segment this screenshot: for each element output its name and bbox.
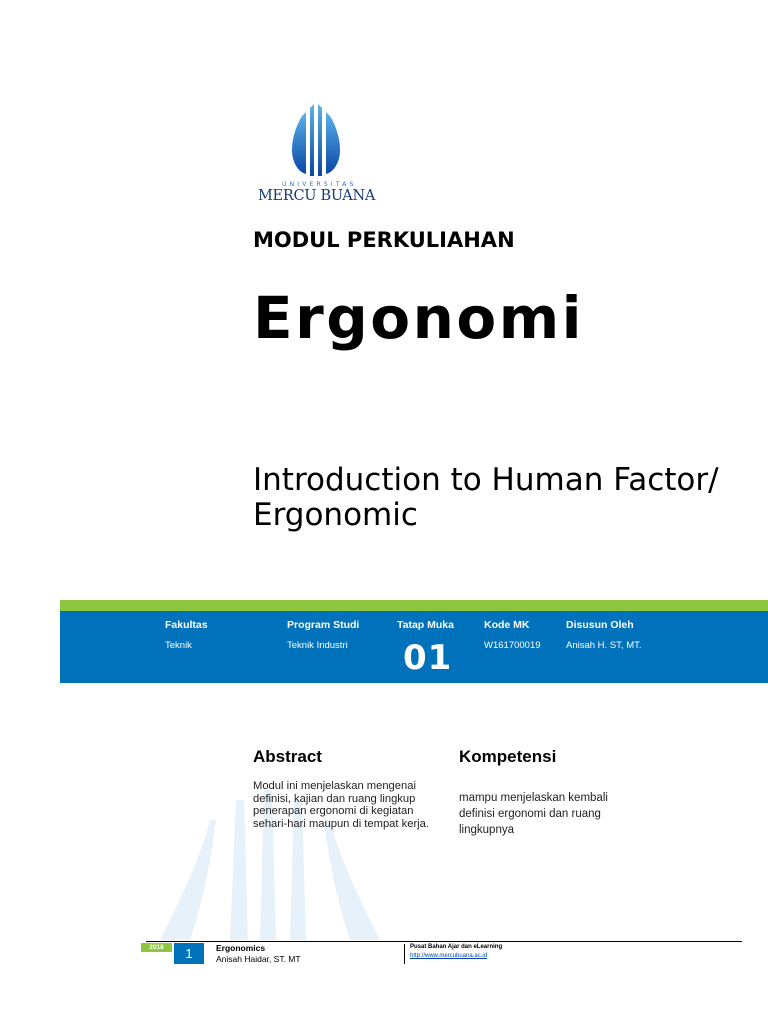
kompetensi-text: mampu menjelaskan kembali definisi ergonomi dan ruang lingkupnya xyxy=(459,792,608,836)
prodi-label: Program Studi xyxy=(287,619,360,631)
footer-year: 2018 xyxy=(141,943,172,952)
band-green-stripe xyxy=(60,600,768,611)
disusun-oleh-value: Anisah H. ST, MT. xyxy=(566,640,642,651)
footer-course: Ergonomics xyxy=(216,943,266,953)
abstract-text: Modul ini menjelaskan mengenai definisi, kajian dan ruang lingkup penerapan ergonomi di kegiatan sehari-hari maupun di tempat kerja. xyxy=(253,780,429,830)
page-title: Ergonomi xyxy=(253,284,585,352)
fakultas-value: Teknik xyxy=(165,640,192,651)
footer-author: Anisah Haidar, ST. MT xyxy=(216,954,301,964)
footer-url-link[interactable]: http://www.mercubuana.ac.id xyxy=(410,953,488,959)
kode-mk-label: Kode MK xyxy=(484,619,530,631)
tatap-muka-value: 01 xyxy=(403,638,453,678)
document-type: MODUL PERKULIAHAN xyxy=(253,228,515,252)
footer-rule xyxy=(146,941,742,942)
footer-page-number: 1 xyxy=(174,943,204,964)
fakultas-label: Fakultas xyxy=(165,619,208,631)
disusun-oleh-label: Disusun Oleh xyxy=(566,619,634,631)
prodi-value: Teknik Industri xyxy=(287,640,348,651)
kompetensi-heading: Kompetensi xyxy=(459,747,557,766)
abstract-heading: Abstract xyxy=(253,747,322,766)
footer-organization: Pusat Bahan Ajar dan eLearning xyxy=(410,944,503,950)
footer-separator xyxy=(404,944,405,964)
tatap-muka-label: Tatap Muka xyxy=(397,619,454,631)
logo-tagline: UNIVERSITAS xyxy=(282,181,357,188)
kode-mk-value: W161700019 xyxy=(484,640,541,651)
page-subtitle: Introduction to Human Factor/ Ergonomic xyxy=(253,462,719,533)
logo-wordmark: MERCU BUANA xyxy=(258,188,376,204)
